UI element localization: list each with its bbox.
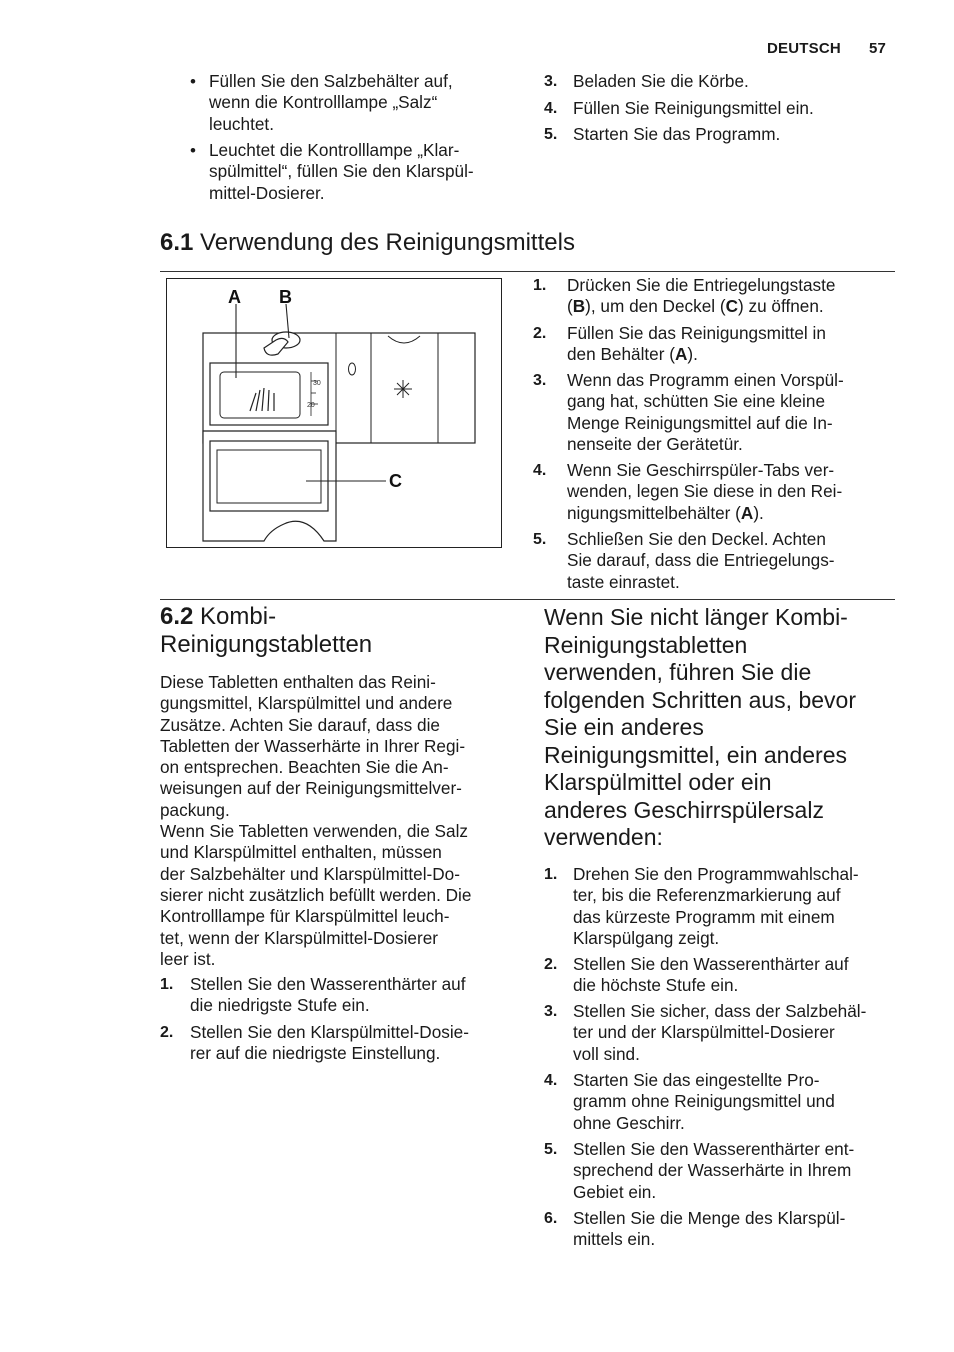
text-line: Füllen Sie das Reinigungsmittel in: [567, 323, 826, 343]
text-line: Stellen Sie sicher, dass der Salzbehäl-: [573, 1001, 867, 1021]
text-line: Wenn Sie Geschirrspüler-Tabs ver-: [567, 460, 835, 480]
section-number: 6.1: [160, 229, 194, 256]
text-line: Füllen Sie Reinigungsmittel ein.: [573, 98, 814, 118]
text-line: Schließen Sie den Deckel. Achten: [567, 529, 826, 549]
text-line: Drehen Sie den Programmwahlschal-: [573, 864, 859, 884]
heading-line: verwenden, führen Sie die: [544, 659, 812, 685]
bullet-icon: •: [190, 72, 196, 91]
text-line: nigungsmittelbehälter (A).: [567, 502, 764, 523]
text-line: rer auf die niedrigste Einstellung.: [190, 1043, 441, 1064]
header-language: DEUTSCH: [767, 40, 841, 57]
text-line: Beladen Sie die Körbe.: [573, 71, 749, 91]
step-number: 4.: [533, 462, 547, 479]
text-line: taste einrastet.: [567, 571, 680, 592]
step-number: 1.: [160, 976, 174, 993]
figure-label-b: B: [279, 287, 292, 307]
step-number: 5.: [533, 531, 547, 548]
text-line: wenden, legen Sie diese in den Rei-: [567, 481, 843, 502]
text-line: ter und der Klarspülmittel-Dosierer: [573, 1022, 835, 1043]
scale-label-30: 30: [313, 380, 321, 387]
text-line: Drücken Sie die Entriegelungstaste: [567, 275, 836, 295]
step-number: 1.: [533, 277, 547, 294]
text-line: Stellen Sie den Wasserenthärter auf: [573, 954, 849, 974]
text-line: leer ist.: [160, 948, 216, 969]
heading-line: anderes Geschirrspülersalz: [544, 796, 824, 823]
step-number: 2.: [544, 956, 558, 973]
page-number: 57: [869, 40, 887, 57]
step-number: 3.: [544, 73, 558, 90]
detergent-dispenser-figure: [166, 278, 502, 548]
text-line: (B), um den Deckel (C) zu öffnen.: [567, 296, 824, 317]
step-number: 1.: [544, 866, 558, 883]
text-line: Stellen Sie den Klarspülmittel-Dosie-: [190, 1022, 469, 1042]
text-line: Klarspülgang zeigt.: [573, 927, 720, 948]
step-number: 2.: [533, 325, 547, 342]
text-line: wenn die Kontrolllampe „Salz“: [209, 92, 438, 113]
text-line: Starten Sie das Programm.: [573, 124, 781, 144]
step-number: 3.: [544, 1003, 558, 1020]
figure-label-a: A: [228, 287, 241, 307]
text-line: mittel-Dosierer.: [209, 182, 325, 203]
text-line: Wenn Sie Tabletten verwenden, die Salz: [160, 821, 468, 842]
text-line: Gebiet ein.: [573, 1181, 657, 1202]
section-heading-6-1: [160, 229, 575, 257]
text-line: packung.: [160, 799, 230, 820]
text-line: gang hat, schütten Sie eine kleine: [567, 391, 825, 412]
section-title-line: Kombi-: [200, 603, 277, 630]
right-section-heading: [544, 604, 856, 852]
text-line: leuchtet.: [209, 113, 274, 134]
text-line: voll sind.: [573, 1043, 640, 1064]
heading-line: Sie ein anderes: [544, 714, 704, 740]
text-line: und Klarspülmittel enthalten, müssen: [160, 842, 442, 863]
text-line: spülmittel“, füllen Sie den Klarspül-: [209, 161, 474, 182]
text-line: gungsmittel, Klarspülmittel und andere: [160, 693, 453, 714]
text-line: Menge Reinigungsmittel auf die In-: [567, 412, 833, 433]
text-line: Stellen Sie die Menge des Klarspül-: [573, 1208, 846, 1228]
heading-line: Reinigungstabletten: [544, 631, 748, 658]
text-line: Zusätze. Achten Sie darauf, dass die: [160, 714, 440, 735]
text-line: gramm ohne Reinigungsmittel und: [573, 1091, 835, 1112]
text-line: den Behälter (A).: [567, 344, 698, 365]
scale-label-20: 20: [307, 402, 315, 409]
text-line: Kontrolllampe für Klarspülmittel leuch-: [160, 906, 450, 927]
text-line: weisungen auf der Reinigungsmittelver-: [160, 778, 462, 799]
text-line: sprechend der Wasserhärte in Ihrem: [573, 1160, 852, 1181]
section-heading-6-2: [160, 603, 372, 659]
text-line: Stellen Sie den Wasserenthärter ent-: [573, 1139, 855, 1159]
figure-label-c: C: [389, 471, 402, 491]
text-line: tet, wenn der Klarspülmittel-Dosierer: [160, 927, 438, 948]
heading-line: folgenden Schritten aus, bevor: [544, 686, 856, 713]
step-number: 4.: [544, 100, 558, 117]
text-line: Sie darauf, dass die Entriegelungs-: [567, 550, 835, 571]
step-number: 5.: [544, 1141, 558, 1158]
text-line: Diese Tabletten enthalten das Reini-: [160, 672, 436, 692]
text-line: on entsprechen. Beachten Sie die An-: [160, 757, 449, 778]
section-divider: [160, 271, 895, 272]
step-number: 2.: [160, 1024, 174, 1041]
text-line: Stellen Sie den Wasserenthärter auf: [190, 974, 466, 994]
text-line: nenseite der Gerätetür.: [567, 433, 743, 454]
text-line: Leuchtet die Kontrolllampe „Klar-: [209, 140, 460, 160]
section-number: 6.2: [160, 603, 194, 630]
section-divider: [160, 599, 895, 600]
text-line: das kürzeste Programm mit einem: [573, 906, 835, 927]
text-line: Starten Sie das eingestellte Pro-: [573, 1070, 820, 1090]
section-title: Verwendung des Reinigungsmittels: [200, 229, 575, 256]
text-line: die höchste Stufe ein.: [573, 975, 739, 996]
step-number: 6.: [544, 1210, 558, 1227]
heading-line: Klarspülmittel oder ein: [544, 769, 772, 795]
text-line: Tabletten der Wasserhärte in Ihrer Regi-: [160, 735, 466, 756]
section-title-line: Reinigungstabletten: [160, 631, 373, 658]
text-line: der Salzbehälter und Klarspülmittel-Do-: [160, 863, 460, 884]
text-line: die niedrigste Stufe ein.: [190, 995, 370, 1016]
section-6-2-paragraph: [160, 672, 471, 970]
text-line: sierer nicht zusätzlich befüllt werden. Die: [160, 884, 472, 905]
bullet-icon: •: [190, 141, 196, 160]
heading-line: verwenden:: [544, 824, 663, 850]
text-line: Füllen Sie den Salzbehälter auf,: [209, 71, 453, 91]
step-number: 5.: [544, 126, 558, 143]
heading-line: Wenn Sie nicht länger Kombi-: [544, 604, 848, 630]
heading-line: Reinigungsmittel, ein anderes: [544, 741, 848, 768]
step-number: 3.: [533, 372, 547, 389]
step-number: 4.: [544, 1072, 558, 1089]
text-line: mittels ein.: [573, 1229, 656, 1250]
text-line: Wenn das Programm einen Vorspül-: [567, 370, 844, 390]
text-line: ter, bis die Referenzmarkierung auf: [573, 885, 841, 906]
text-line: ohne Geschirr.: [573, 1112, 685, 1133]
